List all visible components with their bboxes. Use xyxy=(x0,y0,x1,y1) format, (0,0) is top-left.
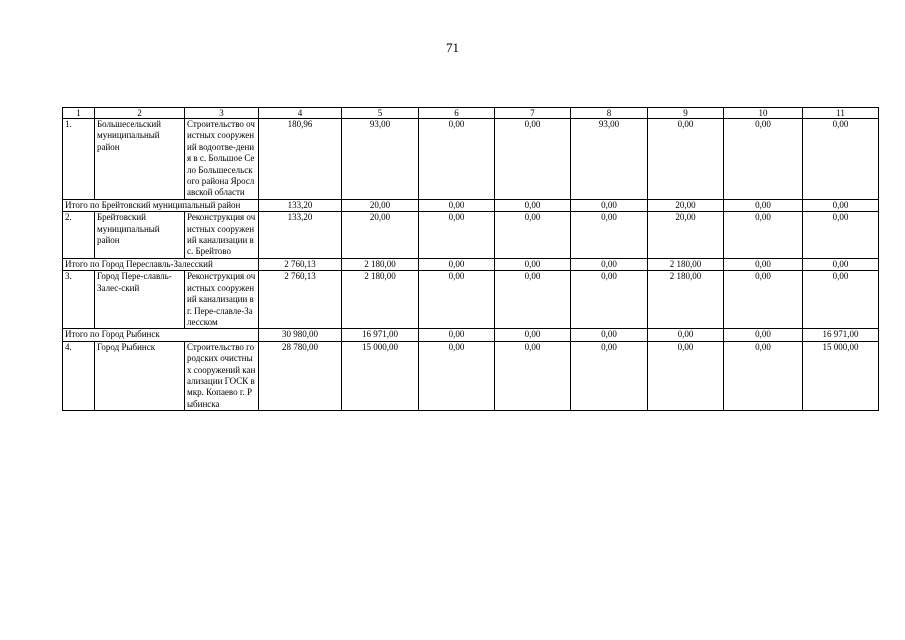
value-cell: 2 180,00 xyxy=(648,258,724,270)
value-cell: 0,00 xyxy=(724,212,803,259)
value-cell: 28 780,00 xyxy=(259,341,342,410)
value-cell: 0,00 xyxy=(803,258,879,270)
column-header: 8 xyxy=(571,108,648,119)
value-cell: 0,00 xyxy=(571,329,648,341)
value-cell: 2 180,00 xyxy=(342,271,419,329)
value-cell: 0,00 xyxy=(495,258,571,270)
column-header: 5 xyxy=(342,108,419,119)
value-cell: 2 180,00 xyxy=(648,271,724,329)
value-cell: 2 760,13 xyxy=(259,258,342,270)
total-row xyxy=(63,329,879,341)
value-cell: 0,00 xyxy=(803,119,879,200)
row-number: 3. xyxy=(63,271,95,329)
value-cell: 0,00 xyxy=(724,119,803,200)
value-cell: 0,00 xyxy=(803,212,879,259)
total-row xyxy=(63,258,879,270)
object-description: Реконструкция очистных сооружений канализации в г. Пере-славле-Залесском xyxy=(185,271,259,329)
value-cell: 2 760,13 xyxy=(259,271,342,329)
value-cell: 0,00 xyxy=(495,212,571,259)
table-row xyxy=(63,341,879,410)
value-cell: 2 180,00 xyxy=(342,258,419,270)
column-header: 11 xyxy=(803,108,879,119)
value-cell: 0,00 xyxy=(495,119,571,200)
value-cell: 133,20 xyxy=(259,199,342,211)
value-cell: 16 971,00 xyxy=(342,329,419,341)
value-cell: 20,00 xyxy=(342,212,419,259)
column-header: 7 xyxy=(495,108,571,119)
value-cell: 0,00 xyxy=(419,199,495,211)
value-cell: 180,96 xyxy=(259,119,342,200)
value-cell: 0,00 xyxy=(495,199,571,211)
value-cell: 0,00 xyxy=(648,341,724,410)
district-name: Большесельский муниципальный район xyxy=(95,119,185,200)
value-cell: 0,00 xyxy=(803,271,879,329)
value-cell: 0,00 xyxy=(419,212,495,259)
column-header: 10 xyxy=(724,108,803,119)
value-cell: 0,00 xyxy=(724,199,803,211)
column-header: 2 xyxy=(95,108,185,119)
value-cell: 0,00 xyxy=(495,329,571,341)
column-header: 1 xyxy=(63,108,95,119)
value-cell: 0,00 xyxy=(571,271,648,329)
value-cell: 20,00 xyxy=(648,212,724,259)
value-cell: 0,00 xyxy=(724,258,803,270)
row-number: 4. xyxy=(63,341,95,410)
value-cell: 0,00 xyxy=(419,329,495,341)
column-header: 9 xyxy=(648,108,724,119)
value-cell: 0,00 xyxy=(571,199,648,211)
value-cell: 0,00 xyxy=(724,341,803,410)
total-label: Итого по Город Переславль-Залесский xyxy=(63,258,259,270)
table-row xyxy=(63,271,879,329)
header-row xyxy=(63,108,879,119)
district-name: Город Пере-славль-Залес-ский xyxy=(95,271,185,329)
value-cell: 0,00 xyxy=(571,258,648,270)
object-description: Строительство очистных сооружений водоотве-дения в с. Большое Село Большесельского района Ярославской области xyxy=(185,119,259,200)
value-cell: 133,20 xyxy=(259,212,342,259)
value-cell: 93,00 xyxy=(342,119,419,200)
column-header: 6 xyxy=(419,108,495,119)
value-cell: 0,00 xyxy=(648,119,724,200)
value-cell: 15 000,00 xyxy=(342,341,419,410)
value-cell: 0,00 xyxy=(419,258,495,270)
value-cell: 0,00 xyxy=(419,341,495,410)
district-name: Город Рыбинск xyxy=(95,341,185,410)
value-cell: 0,00 xyxy=(571,341,648,410)
value-cell: 0,00 xyxy=(419,119,495,200)
object-description: Строительство городских очистных сооружений канализации ГОСК в мкр. Копаево г. Рыбинска xyxy=(185,341,259,410)
value-cell: 93,00 xyxy=(571,119,648,200)
table-row xyxy=(63,212,879,259)
table-row xyxy=(63,119,879,200)
value-cell: 0,00 xyxy=(648,329,724,341)
total-label: Итого по Город Рыбинск xyxy=(63,329,259,341)
value-cell: 0,00 xyxy=(724,329,803,341)
value-cell: 30 980,00 xyxy=(259,329,342,341)
value-cell: 0,00 xyxy=(803,199,879,211)
total-label: Итого по Брейтовский муниципальный район xyxy=(63,199,259,211)
value-cell: 0,00 xyxy=(724,271,803,329)
column-header: 3 xyxy=(185,108,259,119)
row-number: 2. xyxy=(63,212,95,259)
row-number: 1. xyxy=(63,119,95,200)
total-row xyxy=(63,199,879,211)
column-header: 4 xyxy=(259,108,342,119)
value-cell: 15 000,00 xyxy=(803,341,879,410)
value-cell: 20,00 xyxy=(342,199,419,211)
value-cell: 0,00 xyxy=(495,341,571,410)
object-description: Реконструкция очистных сооружений канализации в с. Брейтово xyxy=(185,212,259,259)
value-cell: 20,00 xyxy=(648,199,724,211)
page-number: 71 xyxy=(446,40,459,55)
financing-table xyxy=(62,107,879,411)
value-cell: 0,00 xyxy=(571,212,648,259)
district-name: Брейтовский муниципальный район xyxy=(95,212,185,259)
value-cell: 0,00 xyxy=(419,271,495,329)
value-cell: 0,00 xyxy=(495,271,571,329)
value-cell: 16 971,00 xyxy=(803,329,879,341)
